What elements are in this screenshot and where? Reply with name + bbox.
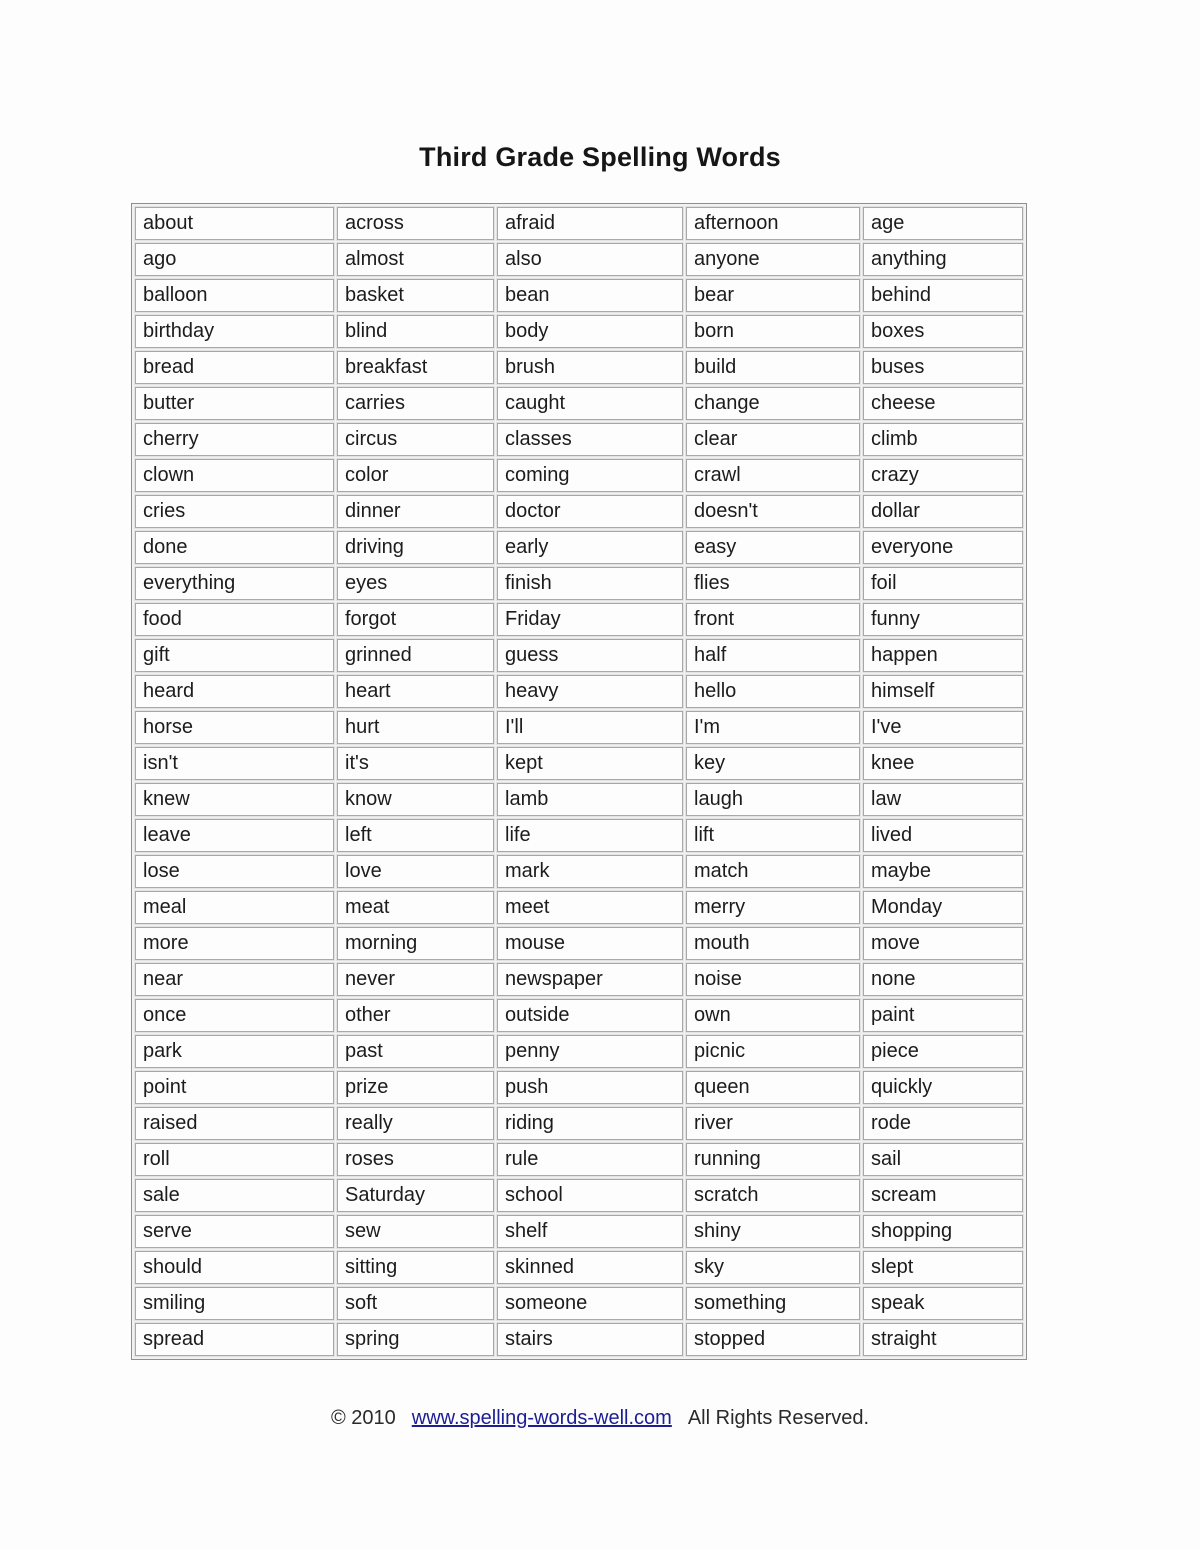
table-row [135,819,1023,852]
word-cell: law [863,783,1023,816]
word-cell: serve [135,1215,334,1248]
word-cell: isn't [135,747,334,780]
word-cell: it's [337,747,494,780]
word-cell: straight [863,1323,1023,1356]
word-cell: park [135,1035,334,1068]
word-cell: merry [686,891,860,924]
word-cell: crazy [863,459,1023,492]
table-row [135,891,1023,924]
word-cell: doesn't [686,495,860,528]
word-cell: hello [686,675,860,708]
word-cell: forgot [337,603,494,636]
word-cell: change [686,387,860,420]
word-cell: happen [863,639,1023,672]
word-cell: really [337,1107,494,1140]
table-row [135,711,1023,744]
word-cell: clown [135,459,334,492]
word-cell: knee [863,747,1023,780]
word-cell: food [135,603,334,636]
word-cell: ago [135,243,334,276]
word-cell: front [686,603,860,636]
word-cell: body [497,315,683,348]
word-cell: buses [863,351,1023,384]
word-cell: stairs [497,1323,683,1356]
word-cell: paint [863,999,1023,1032]
table-row [135,423,1023,456]
word-cell: someone [497,1287,683,1320]
word-cell: horse [135,711,334,744]
word-cell: about [135,207,334,240]
word-cell: other [337,999,494,1032]
word-cell: lift [686,819,860,852]
word-cell: morning [337,927,494,960]
word-cell: driving [337,531,494,564]
table-row [135,1287,1023,1320]
word-cell: guess [497,639,683,672]
word-cell: caught [497,387,683,420]
word-cell: sky [686,1251,860,1284]
word-cell: own [686,999,860,1032]
table-row [135,963,1023,996]
word-cell: balloon [135,279,334,312]
word-cell: mouse [497,927,683,960]
table-row [135,1107,1023,1140]
word-cell: himself [863,675,1023,708]
word-cell: Monday [863,891,1023,924]
word-cell: classes [497,423,683,456]
word-cell: age [863,207,1023,240]
word-cell: riding [497,1107,683,1140]
word-cell: penny [497,1035,683,1068]
word-cell: everyone [863,531,1023,564]
word-cell: clear [686,423,860,456]
word-cell: school [497,1179,683,1212]
table-row [135,495,1023,528]
table-row [135,675,1023,708]
word-cell: coming [497,459,683,492]
word-cell: afternoon [686,207,860,240]
word-cell: queen [686,1071,860,1104]
word-cell: everything [135,567,334,600]
word-cell: mark [497,855,683,888]
word-cell: leave [135,819,334,852]
word-cell: maybe [863,855,1023,888]
word-cell: noise [686,963,860,996]
word-cell: lived [863,819,1023,852]
word-cell: grinned [337,639,494,672]
table-row [135,639,1023,672]
word-cell: basket [337,279,494,312]
word-cell: spread [135,1323,334,1356]
table-row [135,387,1023,420]
word-cell: crawl [686,459,860,492]
word-cell: prize [337,1071,494,1104]
word-cell: shopping [863,1215,1023,1248]
word-cell: move [863,927,1023,960]
word-cell: lamb [497,783,683,816]
word-cell: sail [863,1143,1023,1176]
word-cell: speak [863,1287,1023,1320]
word-cell: point [135,1071,334,1104]
word-cell: done [135,531,334,564]
table-row [135,1215,1023,1248]
word-cell: near [135,963,334,996]
word-cell: should [135,1251,334,1284]
word-cell: love [337,855,494,888]
spelling-words-table [131,203,1027,1360]
word-cell: meal [135,891,334,924]
word-cell: outside [497,999,683,1032]
word-cell: piece [863,1035,1023,1068]
word-cell: never [337,963,494,996]
table-row [135,1251,1023,1284]
word-cell: breakfast [337,351,494,384]
word-cell: Friday [497,603,683,636]
table-row [135,1323,1023,1356]
word-cell: life [497,819,683,852]
rights-text: All Rights Reserved. [687,1407,870,1429]
table-row [135,927,1023,960]
word-cell: eyes [337,567,494,600]
word-cell: picnic [686,1035,860,1068]
word-cell: bean [497,279,683,312]
word-cell: easy [686,531,860,564]
word-cell: almost [337,243,494,276]
word-cell: past [337,1035,494,1068]
word-cell: bread [135,351,334,384]
table-row [135,747,1023,780]
word-cell: build [686,351,860,384]
word-cell: river [686,1107,860,1140]
word-cell: doctor [497,495,683,528]
copyright-text: © 2010 [330,1407,396,1429]
spelling-words-table-body [135,207,1023,1356]
table-row [135,999,1023,1032]
word-cell: know [337,783,494,816]
word-cell: born [686,315,860,348]
word-cell: sitting [337,1251,494,1284]
word-cell: laugh [686,783,860,816]
word-cell: circus [337,423,494,456]
page-title: Third Grade Spelling Words [419,142,781,172]
word-cell: once [135,999,334,1032]
word-cell: also [497,243,683,276]
word-cell: heavy [497,675,683,708]
table-row [135,279,1023,312]
word-cell: more [135,927,334,960]
word-cell: dinner [337,495,494,528]
word-cell: brush [497,351,683,384]
word-cell: finish [497,567,683,600]
word-cell: I'll [497,711,683,744]
table-row [135,855,1023,888]
word-cell: running [686,1143,860,1176]
word-cell: lose [135,855,334,888]
word-cell: bear [686,279,860,312]
word-cell: slept [863,1251,1023,1284]
word-cell: blind [337,315,494,348]
word-cell: butter [135,387,334,420]
word-cell: none [863,963,1023,996]
word-cell: spring [337,1323,494,1356]
word-cell: scratch [686,1179,860,1212]
word-cell: across [337,207,494,240]
word-cell: newspaper [497,963,683,996]
table-row [135,459,1023,492]
word-cell: key [686,747,860,780]
word-cell: carries [337,387,494,420]
word-cell: left [337,819,494,852]
word-cell: meat [337,891,494,924]
word-cell: push [497,1071,683,1104]
table-row [135,531,1023,564]
table-row [135,1143,1023,1176]
table-row [135,207,1023,240]
word-cell: cheese [863,387,1023,420]
word-cell: stopped [686,1323,860,1356]
table-row [135,1035,1023,1068]
word-cell: behind [863,279,1023,312]
word-cell: anything [863,243,1023,276]
word-cell: anyone [686,243,860,276]
table-row [135,1071,1023,1104]
website-link[interactable]: www.spelling-words-well.com [411,1407,672,1429]
table-row [135,1179,1023,1212]
word-cell: sew [337,1215,494,1248]
table-row [135,315,1023,348]
word-cell: hurt [337,711,494,744]
word-cell: funny [863,603,1023,636]
word-cell: birthday [135,315,334,348]
word-cell: shiny [686,1215,860,1248]
word-cell: afraid [497,207,683,240]
footer [0,1407,1200,1430]
word-cell: match [686,855,860,888]
word-cell: color [337,459,494,492]
word-cell: I've [863,711,1023,744]
word-cell: boxes [863,315,1023,348]
word-cell: something [686,1287,860,1320]
word-cell: half [686,639,860,672]
table-row [135,783,1023,816]
word-cell: shelf [497,1215,683,1248]
word-cell: quickly [863,1071,1023,1104]
word-cell: soft [337,1287,494,1320]
word-cell: roll [135,1143,334,1176]
word-cell: Saturday [337,1179,494,1212]
word-cell: kept [497,747,683,780]
word-cell: raised [135,1107,334,1140]
word-cell: flies [686,567,860,600]
word-cell: rule [497,1143,683,1176]
table-row [135,243,1023,276]
word-cell: climb [863,423,1023,456]
word-cell: smiling [135,1287,334,1320]
word-cell: dollar [863,495,1023,528]
word-cell: cries [135,495,334,528]
word-cell: gift [135,639,334,672]
word-cell: knew [135,783,334,816]
word-cell: roses [337,1143,494,1176]
word-cell: scream [863,1179,1023,1212]
word-cell: sale [135,1179,334,1212]
table-row [135,603,1023,636]
word-cell: heard [135,675,334,708]
table-row [135,351,1023,384]
word-cell: heart [337,675,494,708]
table-row [135,567,1023,600]
word-cell: foil [863,567,1023,600]
word-cell: mouth [686,927,860,960]
word-cell: early [497,531,683,564]
word-cell: I'm [686,711,860,744]
word-cell: rode [863,1107,1023,1140]
word-cell: skinned [497,1251,683,1284]
word-cell: meet [497,891,683,924]
word-cell: cherry [135,423,334,456]
